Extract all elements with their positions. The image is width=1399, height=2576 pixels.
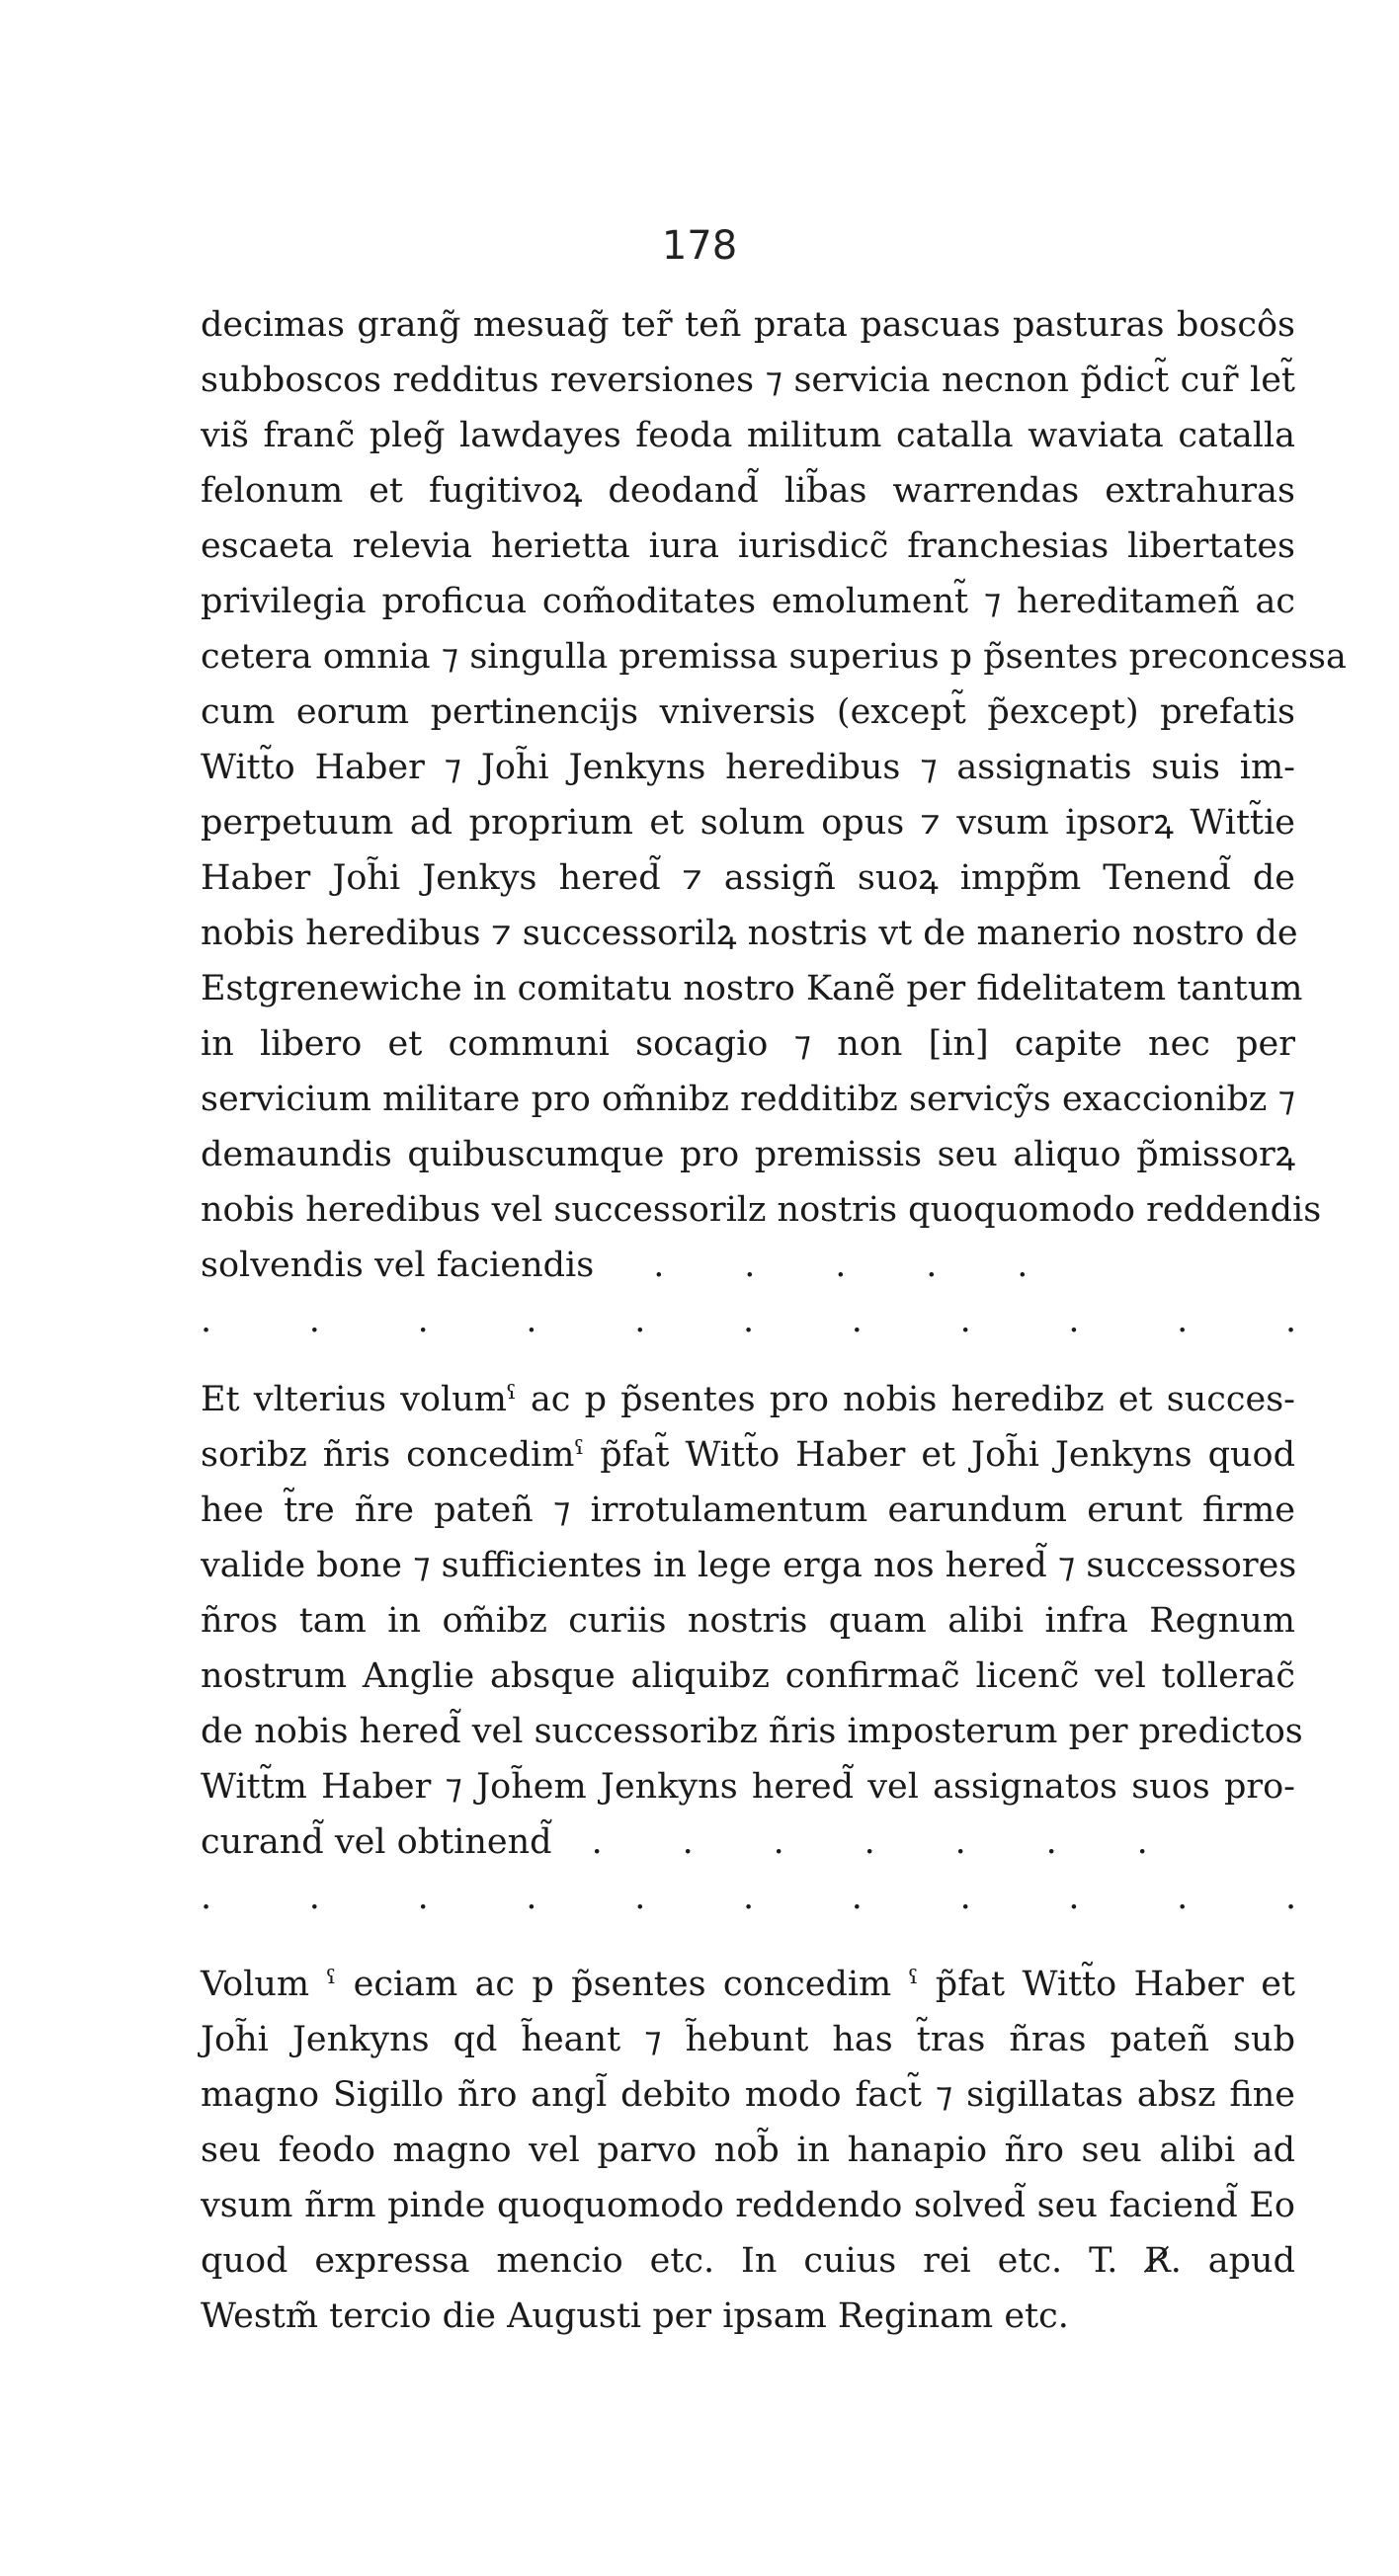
dot: . — [742, 1301, 755, 1340]
text-line: decimas grang̃ mesuag̃ ter̃ teñ prata pascuas pasturas boscôs — [201, 305, 1295, 345]
text-line: soribz ñris concedimˤ p̃fat̃ Witt̃o Haber et Joh̃i Jenkyns quod — [201, 1435, 1295, 1475]
text-line: Et vlterius volumˤ ac p p̃sentes pro nobis heredibz et succes- — [201, 1380, 1295, 1419]
text-line: nobis heredibus ⁊ successorilꝝ nostris vt de manerio nostro de — [201, 914, 1298, 953]
dot: . — [1284, 1878, 1297, 1917]
text-line: perpetuum ad proprium et solum opus ⁊ vsum ipsorꝝ Witt̃ie — [201, 803, 1295, 843]
text-line: cetera omnia ⁊ singulla premissa superius p p̃sentes preconcessa — [201, 637, 1347, 677]
text-line: valide bone ⁊ sufficientes in lege erga nos hered̃ ⁊ successores — [201, 1546, 1297, 1585]
dot: . — [417, 1301, 429, 1340]
text-line: magno Sigillo ñro angl̃ debito modo fact̃ ⁊ sigillatas absz fine — [201, 2075, 1295, 2115]
dot: . — [201, 1878, 212, 1917]
text-line: subboscos redditus reversiones ⁊ servicia necnon p̃dict̃ cur̃ let̃ — [201, 361, 1295, 400]
text-line: quod expressa mencio etc. In cuius rei etc. T. R̸. apud — [201, 2241, 1295, 2281]
text-line: ñros tam in om̃ibz curiis nostris quam alibi infra Regnum — [201, 1601, 1295, 1641]
text-line: hee t̃re ñre pateñ ⁊ irrotulamentum earundum erunt firme — [201, 1490, 1295, 1530]
dot: . — [773, 1822, 784, 1862]
dot: . — [1177, 1878, 1189, 1917]
dot-leader — [592, 1814, 1147, 1870]
text-line: Volum ˤ eciam ac p p̃sentes concedim ˤ p̃fat Witt̃o Haber et — [201, 1965, 1295, 2004]
dot: . — [682, 1822, 694, 1862]
dot: . — [835, 1246, 847, 1285]
dot: . — [1136, 1822, 1148, 1862]
dot: . — [308, 1878, 320, 1917]
dot: . — [634, 1878, 646, 1917]
text-line: cum eorum pertinencijs vniversis (except̃ p̃except) prefatis — [201, 692, 1295, 732]
text-line: Estgrenewiche in comitatu nostro Kanẽ per fidelitatem tantum — [201, 969, 1303, 1008]
closing-phrase: solvendis vel faciendis — [201, 1246, 595, 1285]
dot: . — [1068, 1878, 1080, 1917]
dot: . — [308, 1301, 320, 1340]
text-line: Witt̃o Haber ⁊ Joh̃i Jenkyns heredibus ⁊ assignatis suis im- — [201, 748, 1295, 787]
dot: . — [417, 1878, 429, 1917]
dot: . — [851, 1878, 863, 1917]
dot-leader — [653, 1238, 1027, 1293]
text-line: de nobis hered̃ vel successoribz ñris imposterum per predictos — [201, 1712, 1303, 1751]
dot: . — [1017, 1246, 1029, 1285]
text-line-end: Westm̃ tercio die Augusti per ipsam Reginam etc. — [201, 2296, 1069, 2336]
dot: . — [744, 1246, 756, 1285]
dot: . — [634, 1301, 646, 1340]
text-line: servicium militare pro om̃nibz redditibz servicỹs exaccionibz ⁊ — [201, 1080, 1295, 1119]
text-line: felonum et fugitivoꝝ deodand̃ lib̃as warrendas extrahuras — [201, 471, 1295, 511]
dot: . — [959, 1878, 971, 1917]
dot: . — [653, 1246, 665, 1285]
text-line: escaeta relevia herietta iura iurisdicc̃ franchesias libertates — [201, 526, 1295, 566]
dot: . — [959, 1301, 971, 1340]
paragraph-3 — [201, 1957, 1295, 2344]
text-line: Witt̃m Haber ⁊ Joh̃em Jenkyns hered̃ vel assignatos suos pro- — [201, 1767, 1295, 1807]
text-line: seu feodo magno vel parvo nob̃ in hanapio ñro seu alibi ad — [201, 2131, 1295, 2170]
dot: . — [864, 1822, 875, 1862]
dot: . — [1177, 1301, 1189, 1340]
text-line: demaundis quibuscumque pro premissis seu aliquo p̃missorꝝ — [201, 1135, 1295, 1174]
text-line-end — [201, 1238, 1295, 1293]
dot: . — [926, 1246, 938, 1285]
ellipsis-row — [201, 1293, 1295, 1348]
dot: . — [851, 1301, 863, 1340]
dot: . — [742, 1878, 755, 1917]
page-number: 178 — [661, 223, 738, 269]
text-line: Joh̃i Jenkyns qd h̃eant ⁊ h̃ebunt has t̃ras ñras pateñ sub — [201, 2020, 1295, 2059]
text-line: vsum ñrm pinde quoquomodo reddendo solved̃ seu faciend̃ Eo — [201, 2186, 1295, 2225]
dot: . — [201, 1301, 212, 1340]
dot: . — [526, 1878, 537, 1917]
ellipsis-row — [201, 1870, 1295, 1925]
text-line: nobis heredibus vel successorilz nostris quoquomodo reddendis — [201, 1190, 1322, 1230]
text-line-end — [201, 1814, 1295, 1870]
dot: . — [1284, 1301, 1297, 1340]
closing-phrase: curand̃ vel obtinend̃ — [201, 1822, 552, 1862]
text-line: vis̃ franc̃ pleg̃ lawdayes feoda militum catalla waviata catalla — [201, 416, 1295, 455]
text-line: nostrum Anglie absque aliquibz confirmac̃ licenc̃ vel tollerac̃ — [201, 1656, 1295, 1696]
dot: . — [1068, 1301, 1080, 1340]
dot: . — [954, 1822, 966, 1862]
text-line: Haber Joh̃i Jenkys hered̃ ⁊ assigñ suoꝝ impp̃m Tenend̃ de — [201, 858, 1295, 898]
paragraph-2 — [201, 1372, 1303, 1925]
dot: . — [591, 1822, 603, 1862]
dot: . — [526, 1301, 537, 1340]
dot: . — [1045, 1822, 1057, 1862]
paragraph-1 — [201, 297, 1347, 1348]
text-line: privilegia proficua com̃oditates emolument̃ ⁊ hereditameñ ac — [201, 582, 1295, 621]
text-line: in libero et communi socagio ⁊ non [in] capite nec per — [201, 1024, 1295, 1064]
